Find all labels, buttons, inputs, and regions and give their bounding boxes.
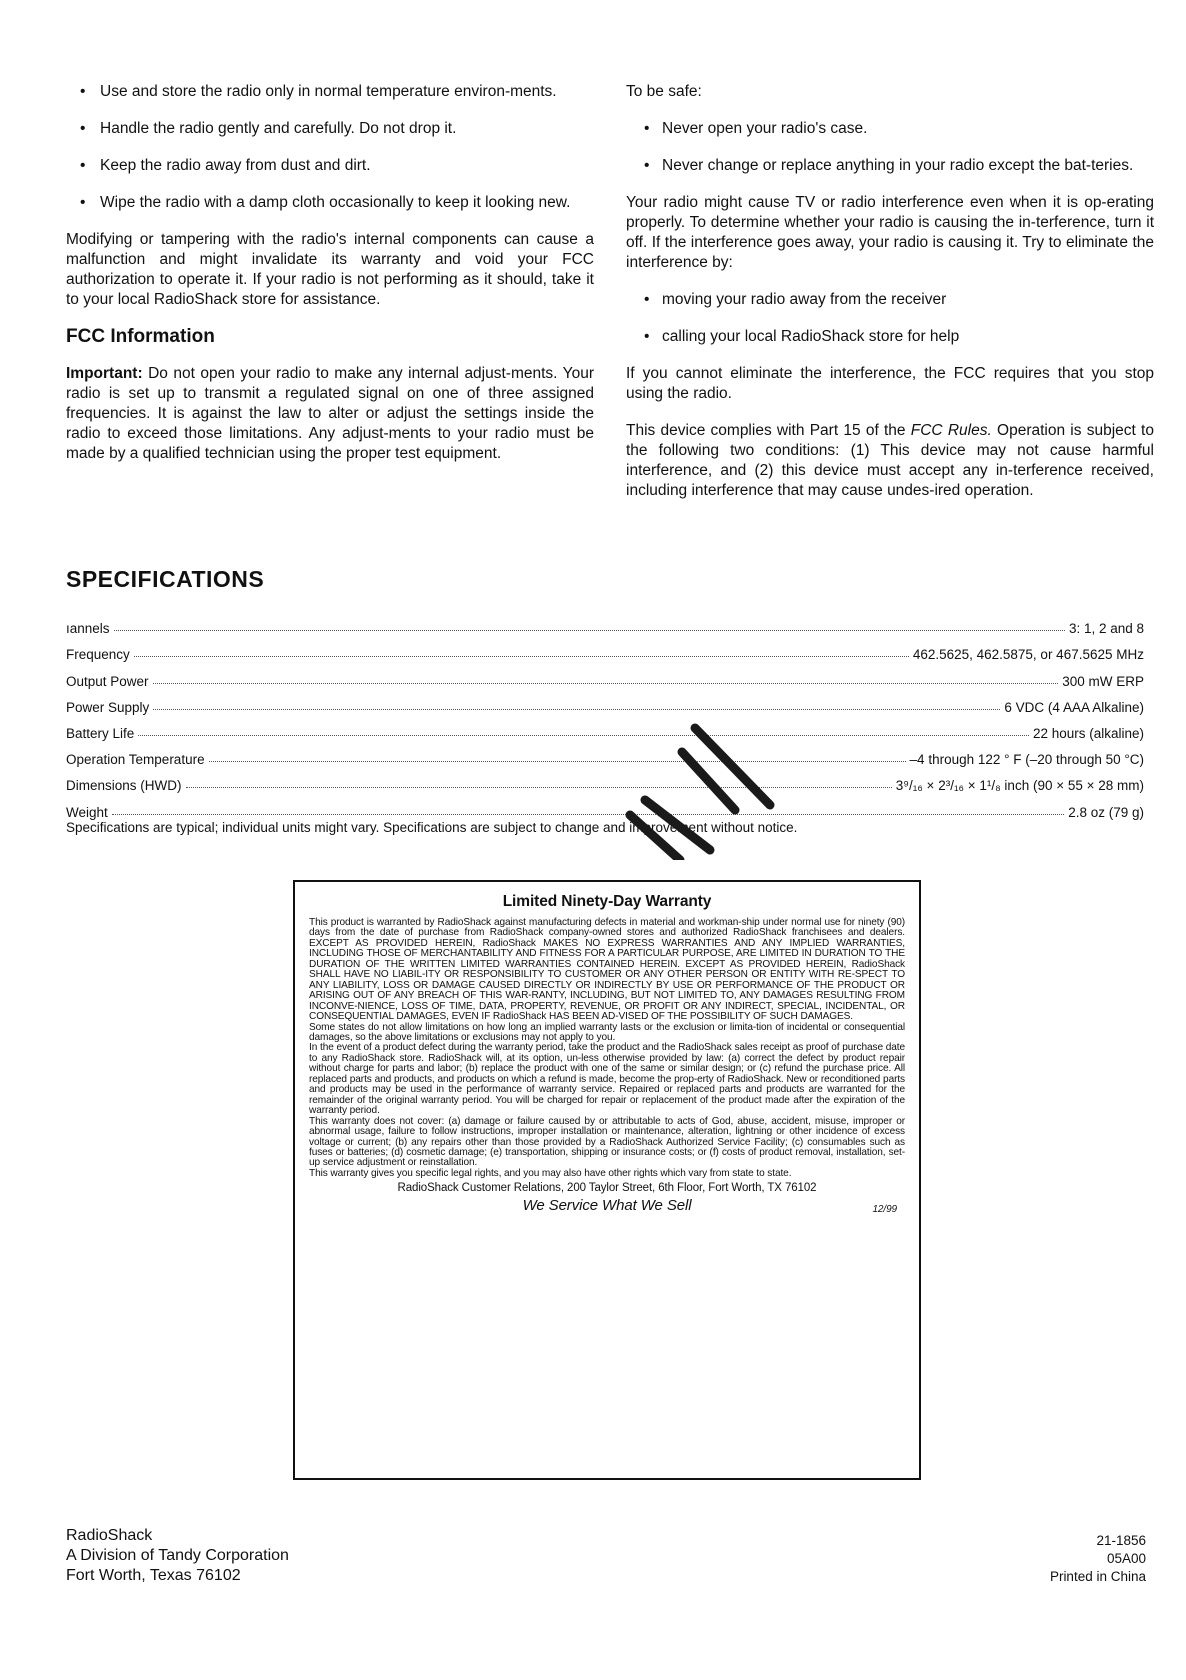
spec-label: Operation Temperature <box>66 752 205 768</box>
safety-bullet: • Never change or replace anything in your radio except the bat-teries. <box>626 156 1154 176</box>
interference-bullet: • calling your local RadioShack store for help <box>626 327 1154 347</box>
care-bullet: • Wipe the radio with a damp cloth occasionally to keep it looking new. <box>66 193 594 213</box>
care-bullet: • Use and store the radio only in normal temperature environ-ments. <box>66 82 594 102</box>
catalog-number: 21-1856 <box>1096 1533 1146 1548</box>
compliance-paragraph <box>626 421 1154 501</box>
important-text: Do not open your radio to make any internal adjust-ments. Your radio is set up to transmit a regulated signal on one of three assigned frequencies. It is against the law to alter or adjust the settings inside the radio to exceed those limitations. Any adjust-ments to your radio must be made by a qualified technician using the proper test equipment. <box>66 365 594 462</box>
spec-label: ıannels <box>66 621 110 637</box>
care-bullet: • Keep the radio away from dust and dirt. <box>66 156 594 176</box>
spec-label: Output Power <box>66 673 149 689</box>
dot-leader <box>134 656 909 657</box>
spec-label: Power Supply <box>66 699 150 715</box>
warranty-title: Limited Ninety-Day Warranty <box>502 893 712 910</box>
spec-row-frequency <box>66 636 1144 662</box>
dot-leader <box>114 630 1065 631</box>
warranty-paragraph: In the event of a product defect during the warranty period, take the product and the RadioShack sales receipt as proof of purchase date to any RadioShack store. RadioShack will, at its option, un-less otherwise provided by law: (a) correct the defect by product repair without charge for parts and labor; (b) replace the product with one of the same or similar design; or (c) refund the purchase price. All replaced parts and products, and products on which a refund is made, become the prop-erty of RadioShack. New or reconditioned parts and products may be used in the performance of warranty service. Repaired or replaced parts and products are warranted for the remainder of the original warranty period. You will be charged for repair or replacement of the product made after the expiration of the warranty period. <box>309 1042 905 1117</box>
dot-leader <box>112 814 1064 815</box>
specifications-title: SPECIFICATIONS <box>66 566 265 592</box>
fcc-requires-paragraph: If you cannot eliminate the interference, the FCC requires that you stop using the radio. <box>626 365 1154 402</box>
printed-in: Printed in China <box>1049 1569 1146 1584</box>
dot-leader <box>209 761 906 762</box>
spec-row-operation-temperature <box>66 741 1144 767</box>
spec-value: 3: 1, 2 and 8 <box>1068 621 1144 637</box>
company-name: RadioShack <box>66 1527 153 1544</box>
warranty-slogan: We Service What We Sell <box>522 1197 692 1215</box>
fcc-heading: FCC Information <box>66 326 215 347</box>
interference-paragraph: Your radio might cause TV or radio interference even when it is op-erating properly. To determine whether your radio is causing the in-terference, turn it off. If the interference goes away, your radio is causing it. Try to eliminate the interference by: <box>626 194 1154 271</box>
spec-value: 300 mW ERP <box>1062 673 1144 689</box>
care-bullet-list <box>66 82 594 213</box>
spec-value: 22 hours (alkaline) <box>1032 725 1144 741</box>
dot-leader <box>138 735 1029 736</box>
modifying-paragraph: Modifying or tampering with the radio's internal components can cause a malfunction and might invalidate its warranty and void your FCC authorization to operate it. If your radio is not performing as it should, take it to your local RadioShack store for assistance. <box>66 231 594 308</box>
spec-row-channels <box>66 610 1144 636</box>
spec-row-output-power <box>66 662 1144 688</box>
compliance-text-end: Operation is subject to the following two conditions: (1) This device may not cause harmful interference, and (2) this device must accept any in-terference received, including interference that may cause undes-ired operation. <box>626 422 1154 499</box>
to-be-safe-label: To be safe: <box>626 83 702 100</box>
company-division: A Division of Tandy Corporation <box>66 1547 289 1564</box>
safety-bullet: • Never open your radio's case. <box>626 119 1154 139</box>
company-city: Fort Worth, Texas 76102 <box>66 1567 241 1584</box>
spec-value: 3⁹/₁₆ × 2³/₁₆ × 1¹/₈ inch (90 × 55 × 28 mm) <box>895 778 1144 794</box>
spec-label: Weight <box>66 804 108 820</box>
spec-row-weight <box>66 793 1144 819</box>
spec-label: Battery Life <box>66 725 135 741</box>
compliance-text-start: This device complies with Part 15 of the <box>626 422 906 439</box>
care-bullet: • Handle the radio gently and carefully. Do not drop it. <box>66 119 594 139</box>
interference-bullet-list <box>626 290 1154 347</box>
spec-label: Frequency <box>66 647 130 663</box>
warranty-paragraph: This product is warranted by RadioShack against manufacturing defects in material and workman-ship under normal use for ninety (90) days from the date of purchase from RadioShack company-owned stores and authorized RadioShack franchisees and dealers. EXCEPT AS PROVIDED HEREIN, RadioShack MAKES NO EXPRESS WARRANTIES AND ANY IMPLIED WARRANTIES, INCLUDING THOSE OF MERCHANTABILITY AND FITNESS FOR A PARTICULAR PURPOSE, ARE LIMITED IN DURATION TO THE DURATION OF THE WRITTEN LIMITED WARRANTIES CONTAINED HEREIN. EXCEPT AS PROVIDED HEREIN, RadioShack SHALL HAVE NO LIABIL-ITY OR RESPONSIBILITY TO CUSTOMER OR ANY OTHER PERSON OR ENTITY WITH RE-SPECT TO ANY LIABILITY, LOSS OR DAMAGE CAUSED DIRECTLY OR INDIRECTLY BY USE OR PERFORMANCE OF THE PRODUCT OR ARISING OUT OF ANY BREACH OF THIS WAR-RANTY, INCLUDING, BUT NOT LIMITED TO, ANY DAMAGES RESULTING FROM INCONVE-NIENCE, LOSS OF TIME, DATA, PROPERTY, REVENUE, OR PROFIT OR ANY INDIRECT, SPECIAL, INCIDENTAL, OR CONSEQUENTIAL DAMAGES, EVEN IF RadioShack HAS BEEN AD-VISED OF THE POSSIBILITY OF SUCH DAMAGES. <box>309 917 905 1023</box>
warranty-paragraph: Some states do not allow limitations on how long an implied warranty lasts or the exclusion or limita-tion of incidental or consequential damages, so the above limitations or exclusions may not apply to you. <box>309 1021 905 1043</box>
left-column <box>66 82 594 481</box>
warranty-address: RadioShack Customer Relations, 200 Taylor Street, 6th Floor, Fort Worth, TX 76102 <box>397 1182 817 1195</box>
print-code: 05A00 <box>1106 1551 1146 1566</box>
important-paragraph <box>66 364 594 464</box>
print-info-block <box>1050 1532 1146 1586</box>
interference-bullet: • moving your radio away from the receiver <box>626 290 1154 310</box>
spec-value: 2.8 oz (79 g) <box>1068 804 1144 820</box>
important-label: Important: <box>66 365 143 382</box>
spec-row-battery-life <box>66 715 1144 741</box>
warranty-box <box>293 880 921 1480</box>
safety-bullet-list <box>626 119 1154 176</box>
specifications-note: Specifications are typical; individual units might vary. Specifications are subject to change and improvement without notice. <box>66 820 798 835</box>
warranty-footer <box>309 1199 905 1221</box>
dot-leader <box>153 683 1059 684</box>
spec-value: –4 through 122 ° F (–20 through 50 °C) <box>909 752 1144 768</box>
warranty-paragraph: This warranty gives you specific legal rights, and you may also have other rights which vary from state to state. <box>309 1167 792 1179</box>
warranty-paragraph: This warranty does not cover: (a) damage or failure caused by or attributable to acts of God, abuse, accident, misuse, improper or abnormal usage, failure to follow instructions, improper installation or maintenance, alteration, lightning or other incidence of excess voltage or current; (b) any repairs other than those provided by a RadioShack Authorized Service Facility; (c) consumables such as fuses or batteries; (d) cosmetic damage; (e) transportation, shipping or insurance costs; or (f) costs of product removal, installation, set-up service adjustment or reinstallation. <box>309 1115 905 1169</box>
dot-leader <box>153 709 1000 710</box>
spec-label: Dimensions (HWD) <box>66 778 182 794</box>
spec-row-dimensions <box>66 767 1144 793</box>
specifications-table <box>66 610 1144 820</box>
right-column <box>626 82 1154 518</box>
spec-value: 462.5625, 462.5875, or 467.5625 MHz <box>912 647 1144 663</box>
dot-leader <box>186 787 892 788</box>
spec-value: 6 VDC (4 AAA Alkaline) <box>1004 699 1144 715</box>
fcc-rules-reference: FCC Rules. <box>910 422 992 439</box>
publisher-block <box>66 1526 289 1586</box>
warranty-date: 12/99 <box>872 1204 897 1216</box>
spec-row-power-supply <box>66 689 1144 715</box>
